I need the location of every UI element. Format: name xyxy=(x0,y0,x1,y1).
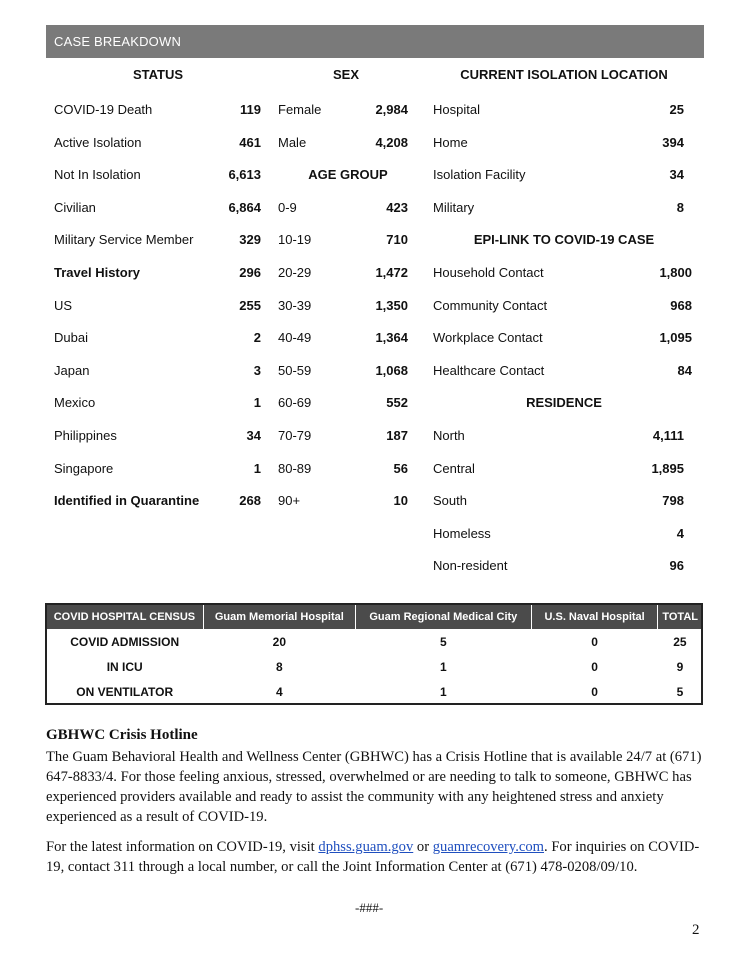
status-row-value: 3 xyxy=(253,362,261,378)
info-paragraph xyxy=(46,837,706,877)
status-row-value: 296 xyxy=(239,265,261,280)
dphss-link[interactable]: dphss.guam.gov xyxy=(318,839,414,855)
residence-row-label: Non-resident xyxy=(433,558,508,574)
page-number: 2 xyxy=(692,922,700,938)
residence-row-label: North xyxy=(433,428,465,443)
info-middle: or xyxy=(413,839,433,855)
section-title-bar xyxy=(46,25,704,58)
age-group-row-label: 80-89 xyxy=(278,460,312,476)
isolation-row-value: 394 xyxy=(662,134,684,150)
status-row-label: COVID-19 Death xyxy=(54,102,153,117)
status-row-value: 6,864 xyxy=(228,199,261,215)
status-row-label: Singapore xyxy=(54,460,114,476)
status-row-label: Active Isolation xyxy=(54,134,142,150)
age-group-row-value: 423 xyxy=(386,199,408,215)
isolation-row-label: Home xyxy=(433,134,468,150)
isolation-row-label: Isolation Facility xyxy=(433,167,526,183)
epi-link-row-label: Workplace Contact xyxy=(433,330,543,346)
age-group-row-value: 1,364 xyxy=(375,330,408,346)
sex-row-label: Male xyxy=(278,134,307,150)
census-row-label: IN ICU xyxy=(106,659,143,674)
status-row-label: Travel History xyxy=(54,265,140,280)
info-suffix: . For inquiries on COVID-19, contact 311 through a local number, or call the Joint Information Center at (671) 478-0208/09/10. xyxy=(46,839,700,875)
status-row-label: Identified in Quarantine xyxy=(54,493,200,509)
age-group-row-label: 0-9 xyxy=(278,199,297,215)
census-cell: 4 xyxy=(275,684,283,699)
census-cell: 1 xyxy=(439,684,447,699)
section-title: CASE BREAKDOWN xyxy=(54,34,182,49)
census-cell: 1 xyxy=(439,659,447,674)
epi-link-row-label: Community Contact xyxy=(433,297,548,313)
residence-row-label: Central xyxy=(433,460,475,476)
census-row xyxy=(46,629,702,654)
status-row-label: Military Service Member xyxy=(54,232,194,248)
census-header-cell: Guam Regional Medical City xyxy=(355,604,531,629)
census-cell: 9 xyxy=(676,659,684,674)
census-row-label: COVID ADMISSION xyxy=(70,634,180,649)
census-header-cell: COVID HOSPITAL CENSUS xyxy=(46,604,203,629)
age-group-row-label: 40-49 xyxy=(278,330,312,346)
residence-row-value: 1,895 xyxy=(651,460,684,476)
status-row-value: 1 xyxy=(253,460,261,476)
age-group-row-value: 1,472 xyxy=(375,265,408,280)
sex-row-label: Female xyxy=(278,102,322,117)
epi-link-header: EPI-LINK TO COVID-19 CASE xyxy=(473,232,655,248)
census-cell: 5 xyxy=(439,634,447,649)
residence-row-value: 798 xyxy=(662,493,684,509)
status-row-label: Japan xyxy=(54,362,90,378)
census-body xyxy=(46,629,702,704)
isolation-row-value: 34 xyxy=(669,167,684,183)
residence-row-value: 4,111 xyxy=(652,428,684,443)
isolation-row-value: 8 xyxy=(676,199,684,215)
isolation-row-label: Military xyxy=(433,199,475,215)
census-header-cell: Guam Memorial Hospital xyxy=(203,604,355,629)
isolation-row-label: Hospital xyxy=(433,102,480,117)
census-cell: 0 xyxy=(591,659,598,674)
census-header-row xyxy=(46,604,702,629)
sex-header: SEX xyxy=(332,67,359,82)
hospital-census-table xyxy=(46,604,702,704)
census-cell: 5 xyxy=(676,684,684,699)
isolation-row-value: 25 xyxy=(669,102,684,117)
census-cell: 20 xyxy=(272,634,286,649)
status-row-value: 119 xyxy=(240,102,261,117)
census-cell: 8 xyxy=(275,659,283,674)
status-row-label: Civilian xyxy=(54,199,96,215)
epi-link-row-value: 1,800 xyxy=(659,265,692,280)
status-row-value: 329 xyxy=(239,232,261,248)
status-row-label: Philippines xyxy=(54,428,117,443)
status-header: STATUS xyxy=(132,67,184,82)
age-group-header: AGE GROUP xyxy=(308,167,388,183)
age-group-row-label: 90+ xyxy=(278,493,301,509)
census-header-cell: TOTAL xyxy=(658,604,702,629)
status-row-value: 1 xyxy=(253,395,261,411)
hotline-body: The Guam Behavioral Health and Wellness Center (GBHWC) has a Crisis Hotline that is available 24/7 at (671) 647-8833/4. For those feeling anxious, stressed, overwhelmed or are needing to talk to someone, GBHWC has experienced providers available and ready to assist the community with any heightened stress and anxiety experienced as a result of COVID-19. xyxy=(46,749,702,825)
residence-row-value: 4 xyxy=(676,525,684,541)
residence-header: RESIDENCE xyxy=(526,395,602,411)
age-group-row-value: 56 xyxy=(393,460,408,476)
status-row-value: 268 xyxy=(239,493,261,509)
age-group-row-label: 70-79 xyxy=(278,428,312,443)
census-row xyxy=(46,679,702,704)
status-row-label: Mexico xyxy=(54,395,96,411)
guamrecovery-link[interactable]: guamrecovery.com xyxy=(432,839,545,855)
status-row-label: Not In Isolation xyxy=(54,167,141,183)
status-row-value: 6,613 xyxy=(228,167,261,183)
residence-row-label: South xyxy=(433,493,467,509)
age-group-row-label: 20-29 xyxy=(278,265,312,280)
sex-row-value: 4,208 xyxy=(375,134,408,150)
age-group-row-value: 187 xyxy=(386,428,408,443)
age-group-row-label: 30-39 xyxy=(278,297,312,313)
status-row-value: 461 xyxy=(239,134,261,150)
epi-link-row-value: 968 xyxy=(670,297,692,313)
age-group-row-value: 10 xyxy=(393,493,408,509)
epi-link-row-value: 84 xyxy=(677,362,692,378)
isolation-location-header: CURRENT ISOLATION LOCATION xyxy=(460,67,668,82)
info-prefix: For the latest information on COVID-19, visit xyxy=(46,839,319,855)
census-cell: 0 xyxy=(591,634,598,649)
age-group-row-value: 1,350 xyxy=(375,297,408,313)
status-row-value: 255 xyxy=(239,297,261,313)
age-group-row-label: 50-59 xyxy=(278,362,312,378)
census-cell: 0 xyxy=(591,684,598,699)
census-header-cell: U.S. Naval Hospital xyxy=(531,604,657,629)
age-group-row-value: 710 xyxy=(386,232,408,248)
status-row-label: US xyxy=(54,297,73,313)
status-row-label: Dubai xyxy=(54,330,88,346)
hotline-title: GBHWC Crisis Hotline xyxy=(46,727,198,743)
status-row-value: 34 xyxy=(246,428,261,443)
status-row-value: 2 xyxy=(253,330,261,346)
residence-row-label: Homeless xyxy=(433,525,491,541)
sex-row-value: 2,984 xyxy=(375,102,408,117)
residence-row-value: 96 xyxy=(669,558,684,574)
age-group-row-label: 10-19 xyxy=(278,232,312,248)
age-group-row-value: 1,068 xyxy=(375,362,408,378)
census-row xyxy=(46,654,702,679)
end-mark: -###- xyxy=(355,900,384,915)
census-cell: 25 xyxy=(673,634,687,649)
epi-link-row-label: Healthcare Contact xyxy=(433,362,545,378)
age-group-row-label: 60-69 xyxy=(278,395,312,411)
epi-link-row-label: Household Contact xyxy=(433,265,544,280)
age-group-row-value: 552 xyxy=(386,395,408,411)
census-row-label: ON VENTILATOR xyxy=(76,684,174,699)
epi-link-row-value: 1,095 xyxy=(659,330,692,346)
